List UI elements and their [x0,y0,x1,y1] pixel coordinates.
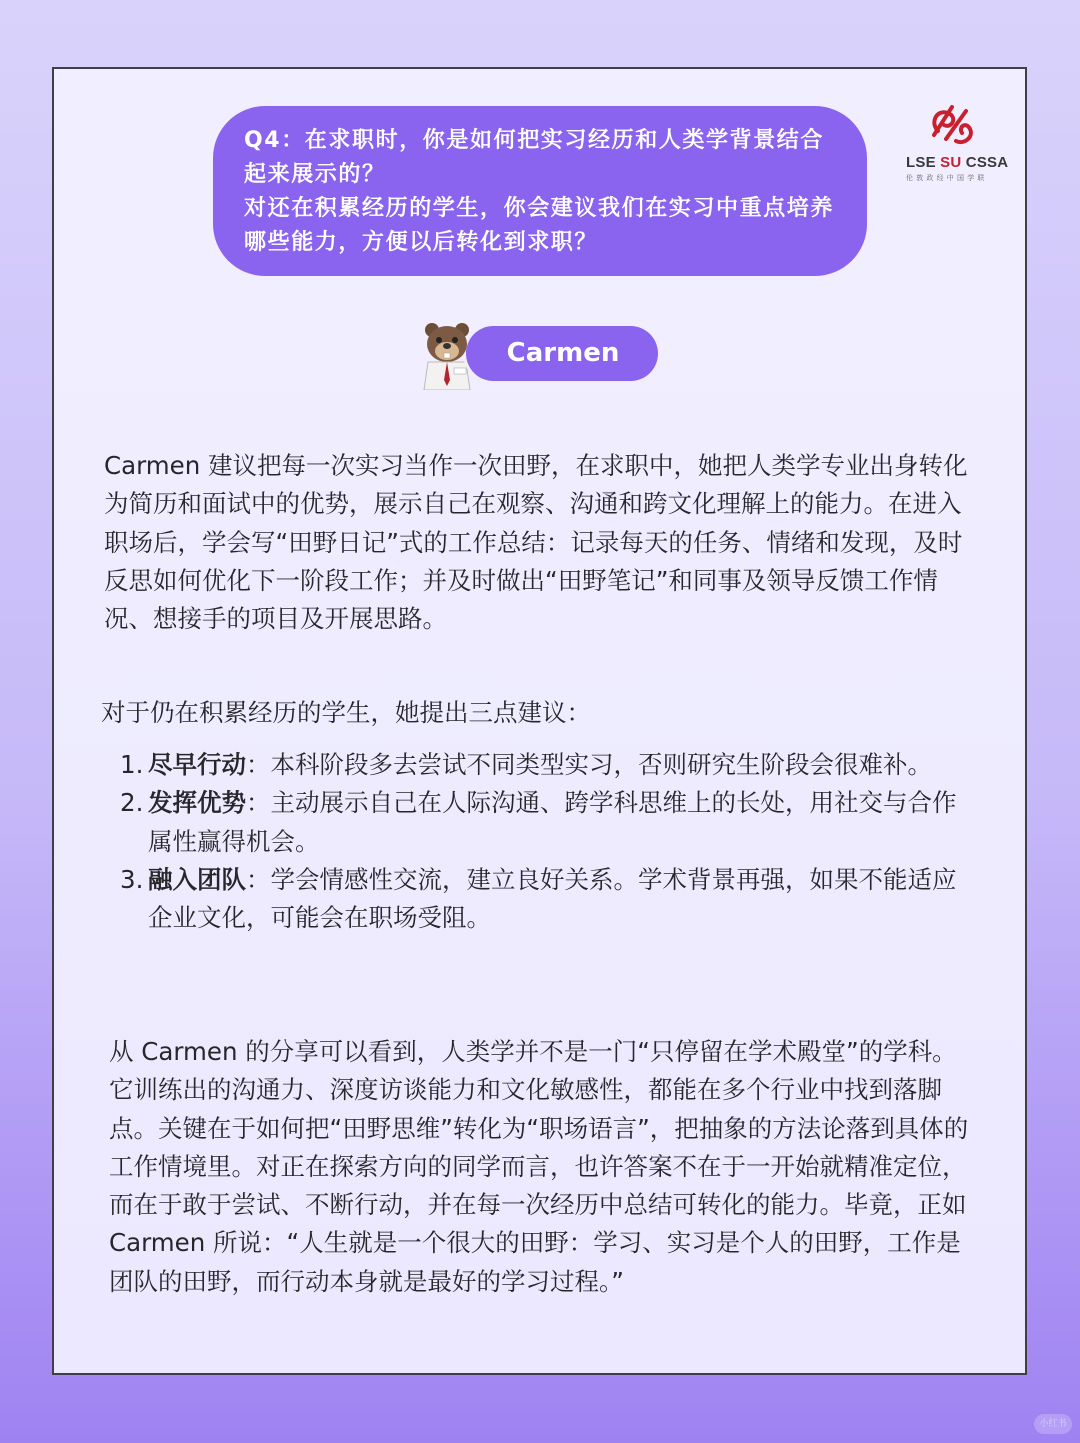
logo-su: SU [940,154,962,171]
list-item-number: 3. [120,864,144,894]
speaker-name-badge: Carmen [466,326,658,381]
list-item-text: ：本科阶段多去尝试不同类型实习，否则研究生阶段会很难补。 [246,750,932,779]
list-item-title: 融入团队 [148,864,246,894]
paragraph-summary: Carmen 建议把每一次实习当作一次田野，在求职中，她把人类学专业出身转化为简历和面试中的优势，展示自己在观察、沟通和跨文化理解上的能力。在进入职场后，学会写“田野日记”式的工作总结：记录每天的任务、情绪和发现，及时反思如何优化下一阶段工作；并及时做出“田野笔记”和同事及领导反馈工作情况、想接手的项目及开展思路。 [104,451,968,634]
paragraph-conclusion: 从 Carmen 的分享可以看到，人类学并不是一门“只停留在学术殿堂”的学科。它训练出的沟通力、深度访谈能力和文化敏感性，都能在多个行业中找到落脚点。关键在于如何把“田野思维”转化为“职场语言”，把抽象的方法论落到具体的工作情境里。对正在探索方向的同学而言，也许答案不在于一开始就精准定位，而在于敢于尝试、不断行动，并在每一次经历中总结可转化的能力。毕竟，正如 Carmen 所说：“人生就是一个很大的田野：学习、实习是个人的田野，工作是团队的田野，而行动本身就是最好的学习过程。” [109,1037,969,1296]
list-item [120,861,980,938]
tips-list [120,746,980,937]
list-item-title: 发挥优势 [148,788,246,818]
tips-intro: 对于仍在积累经历的学生，她提出三点建议： [101,698,591,727]
list-item-text: ：学会情感性交流，建立良好关系。学术背景再强，如果不能适应企业文化，可能会在职场受阻。 [148,864,957,933]
watermark: 小红书 [1034,1414,1072,1434]
logo-subtitle: 伦敦政经中国学联 [906,174,988,182]
list-item-number: 2. [120,788,144,818]
question-line-1: Q4：在求职时，你是如何把实习经历和人类学背景结合起来展示的？ [244,128,825,187]
list-item-text: ：主动展示自己在人际沟通、跨学科思维上的长处，用社交与合作属性赢得机会。 [148,788,957,856]
list-item-number: 1. [120,750,144,779]
lse-su-cssa-logo-icon [900,95,1000,185]
logo-lse: LSE [906,154,936,171]
question-bubble [213,106,867,276]
list-item-title: 尽早行动 [148,750,246,779]
logo-text [906,154,1008,171]
question-line-2: 对还在积累经历的学生，你会建议我们在实习中重点培养哪些能力，方便以后转化到求职？ [244,196,835,255]
list-item [120,784,980,861]
logo-cssa: CSSA [965,154,1009,171]
list-item [120,746,980,784]
